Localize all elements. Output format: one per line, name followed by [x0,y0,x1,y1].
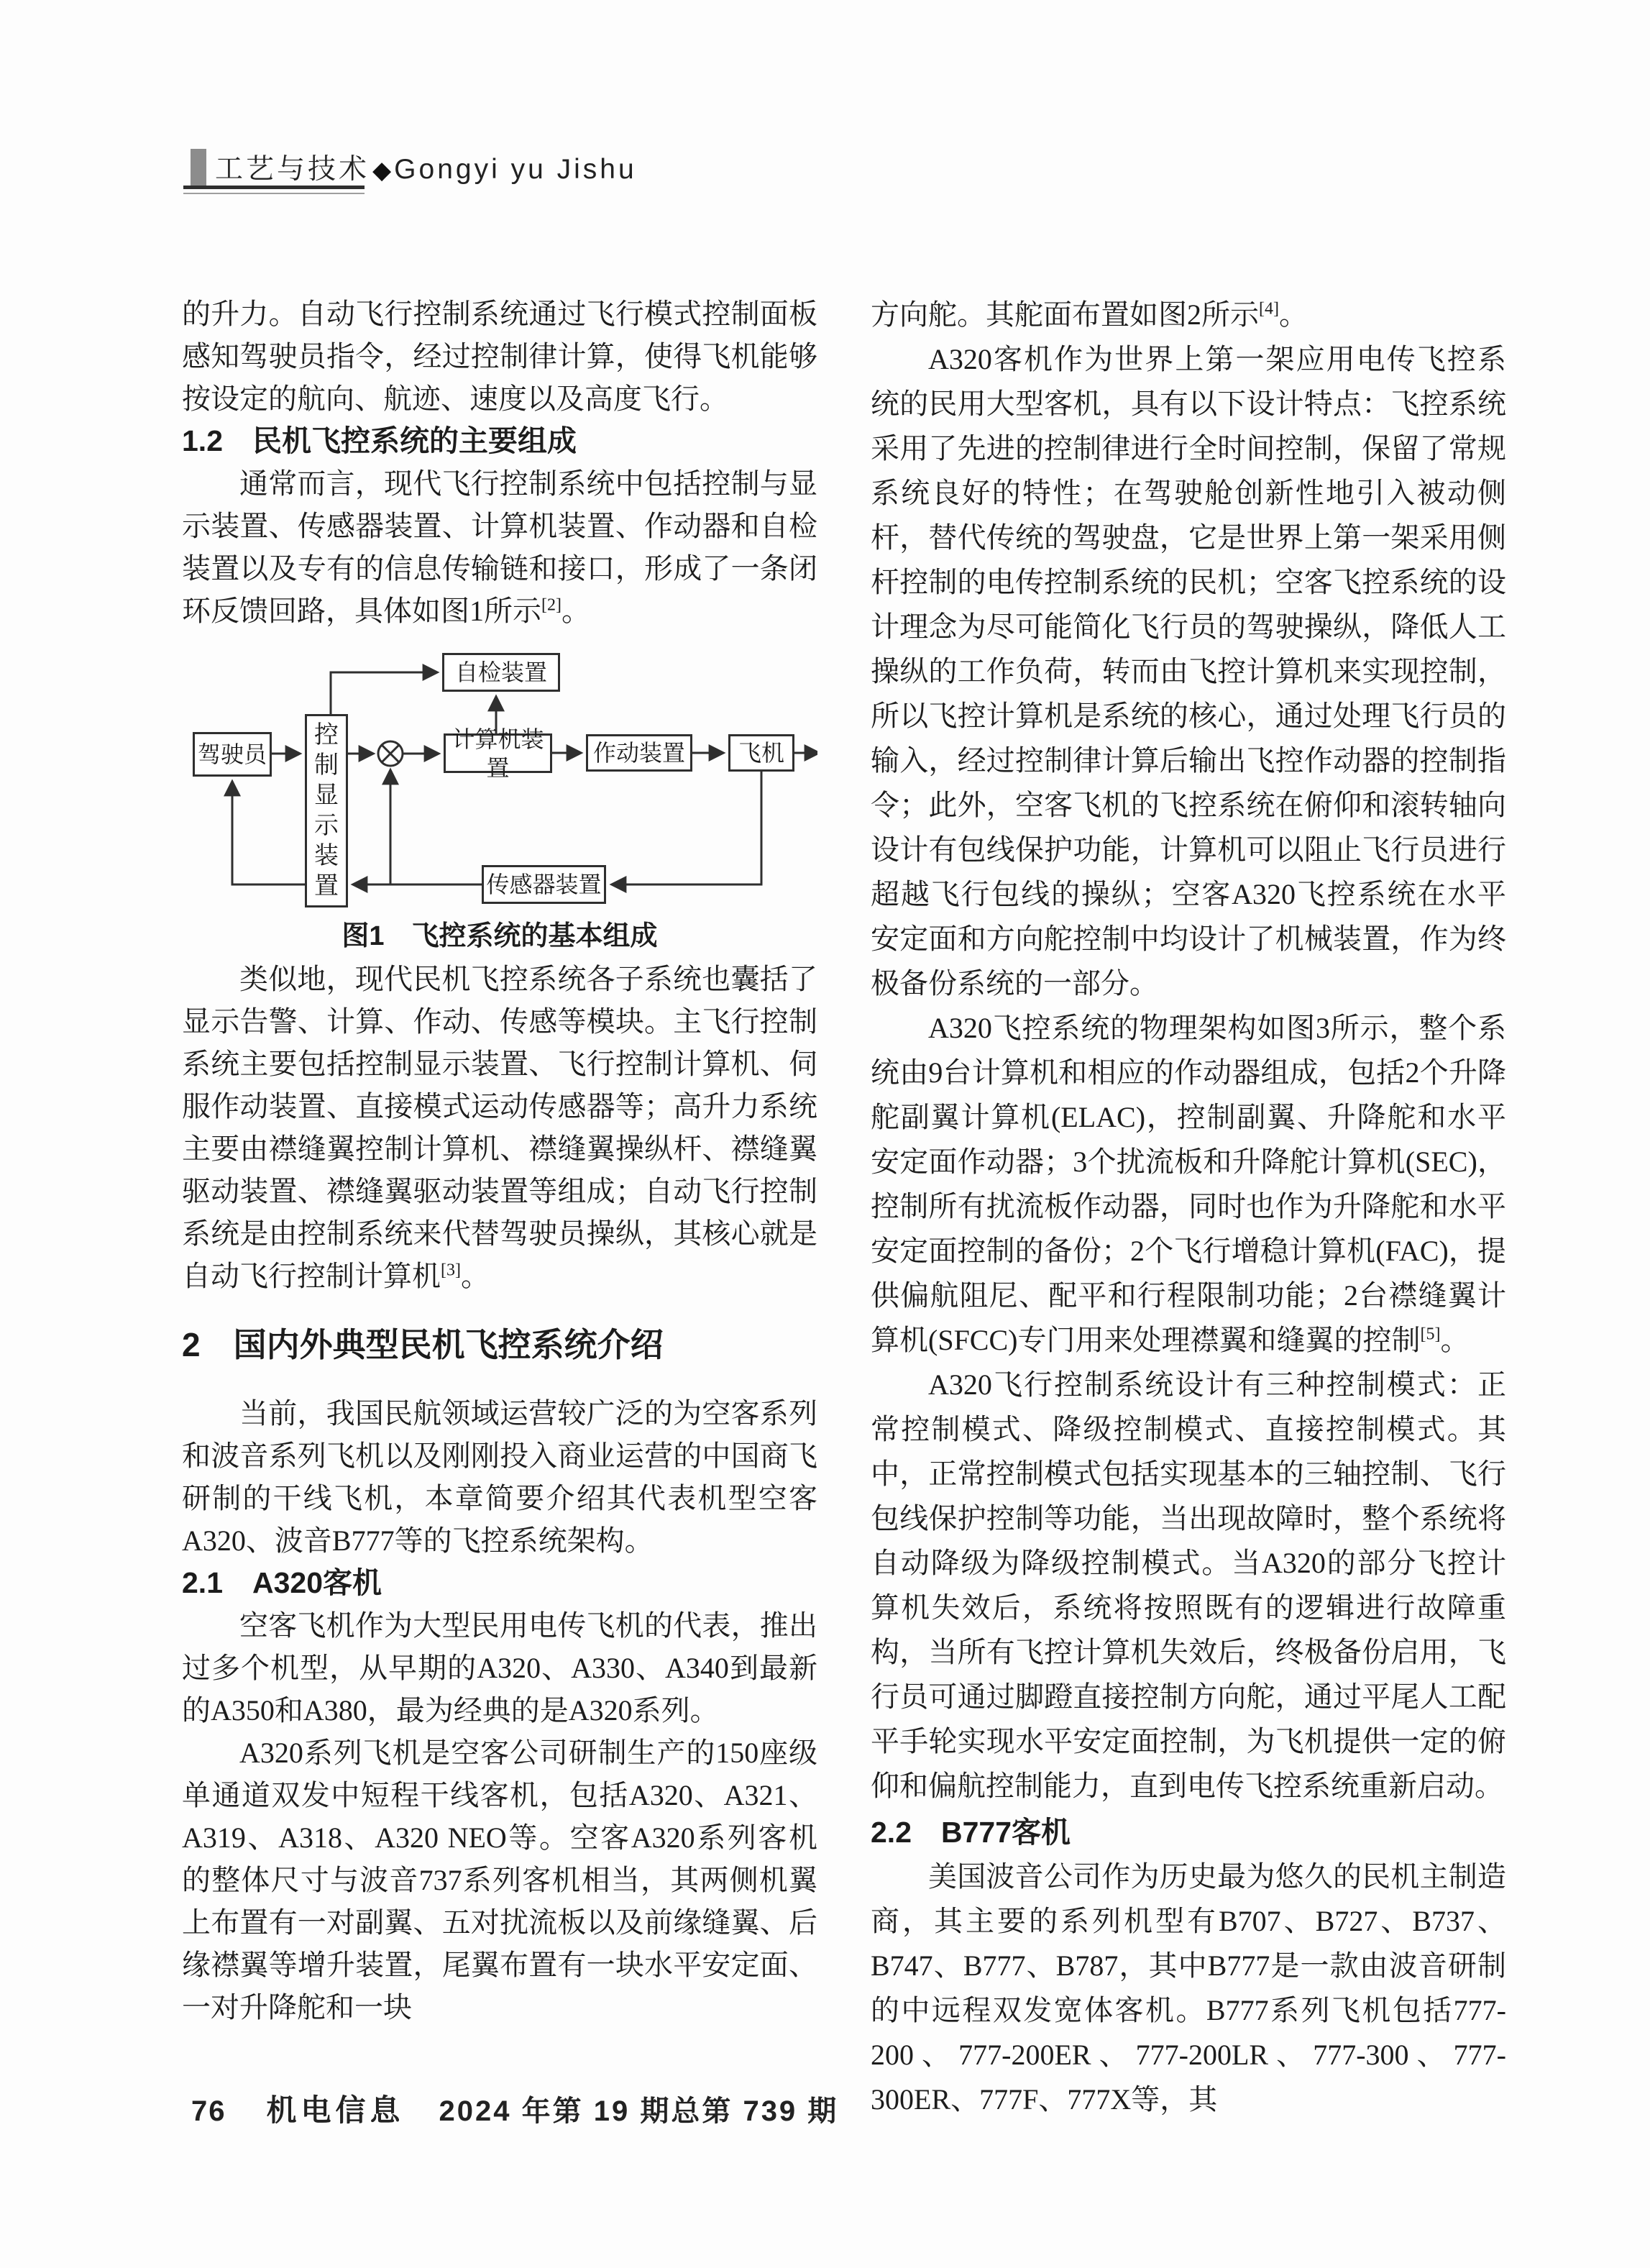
header-rule-thin [183,193,365,194]
paragraph: 类似地，现代民机飞控系统各子系统也囊括了显示告警、计算、作动、传感等模块。主飞行控制系统主要包括控制显示装置、飞行控制计算机、伺服作动装置、直接模式运动传感器等；高升力系统主要由襟缝翼控制计算机、襟缝翼操纵杆、襟缝翼驱动装置、襟缝翼驱动装置等组成；自动飞行控制系统是由控制系统来代替驾驶员操纵，其核心就是自动飞行控制计算机[3]。 [182,963,817,1292]
journal-name: 机电信息 [266,2093,405,2127]
header-section-label: 工艺与技术 [215,154,370,185]
paragraph: A320飞行控制系统设计有三种控制模式：正常控制模式、降级控制模式、直接控制模式。其中，正常控制模式包括实现基本的三轴控制、飞行包线保护控制等功能，当出现故障时，整个系统将自动降级为降级控制模式。当A320的部分飞控计算机失效后，系统将按照既有的逻辑进行故障重构，当所有飞控计算机失效后，终极备份启用，飞行员可通过脚蹬直接控制方向舵，通过平尾人工配平手轮实现水平安定面控制，为飞机提供一定的俯仰和偏航控制能力，直到电传飞控系统重新启动。 [871,1368,1506,1802]
figure-box-aircraft: 飞机 [728,734,794,772]
header-rule-thick [183,186,365,189]
page-header [215,147,637,187]
figure-caption: 图1 飞控系统的基本组成 [342,921,658,951]
header-section-pinyin: Gongyi yu Jishu [394,154,637,185]
figure-box-control-display: 控制显示装置 [305,714,348,907]
section-heading: 2.1 A320客机 [182,1566,382,1599]
section-heading: 1.2 民机飞控系统的主要组成 [182,424,577,457]
figure-box-computer: 计算机装置 [444,733,552,773]
figure-box-sensor: 传感器装置 [482,865,606,904]
paragraph: A320客机作为世界上第一架应用电传飞控系统的民用大型客机，具有以下设计特点：飞控系统采用了先进的控制律进行全时间控制，保留了常规系统良好的特性；在驾驶舱创新性地引入被动侧杆，替代传统的驾驶盘，它是世界上第一架采用侧杆控制的电传控制系统的民机；空客飞控系统的设计理念为尽可能简化飞行员的驾驶操纵，降低人工操纵的工作负荷，转而由飞控计算机来实现控制，所以飞控计算机是系统的核心，通过处理飞行员的输入，经过控制律计算后输出飞控作动器的控制指令；此外，空客飞机的飞控系统在俯仰和滚转轴向设计有包线保护功能，计算机可以阻止飞行员进行超越飞行包线的操纵；空客A320飞控系统在水平安定面和方向舵控制中均设计了机械装置，作为终极备份系统的一部分。 [871,343,1506,1000]
diamond-icon: ◆ [372,157,392,184]
section-heading: 2.2 B777客机 [871,1816,1071,1849]
right-column [871,277,1506,2122]
figure-box-self-check: 自检装置 [442,653,560,692]
section-heading: 2 国内外典型民机飞控系统介绍 [182,1326,664,1363]
paragraph: 方向舵。其舵面布置如图2所示[4]。 [871,298,1308,331]
figure-box-actuator: 作动装置 [586,734,692,772]
page-number: 76 [191,2095,226,2127]
paragraph: A320系列飞机是空客公司研制生产的150座级单通道双发中短程干线客机，包括A320、A321、A319、A318、A320 NEO等。空客A320系列客机的整体尺寸与波音737系列客机相当，其两侧机翼上布置有一对副翼、五对扰流板以及前缘缝翼、后缘襟翼等增升装置，尾翼布置有一块水平安定面、一对升降舵和一块 [182,1737,817,2024]
paragraph: 通常而言，现代飞行控制系统中包括控制与显示装置、传感器装置、计算机装置、作动器和自检装置以及专有的信息传输链和接口，形成了一条闭环反馈回路，具体如图1所示[2]。 [182,467,817,627]
header-bar [191,149,206,187]
paragraph: 的升力。自动飞行控制系统通过飞行模式控制面板感知驾驶员指令，经过控制律计算，使得飞机能够按设定的航向、航迹、速度以及高度飞行。 [182,298,817,415]
paragraph: 当前，我国民航领域运营较广泛的为空客系列和波音系列飞机以及刚刚投入商业运营的中国商飞研制的干线飞机，本章简要介绍其代表机型空客A320、波音B777等的飞控系统架构。 [182,1397,817,1557]
issue-info: 2024 年第 19 期总第 739 期 [439,2095,839,2127]
figure-box-pilot: 驾驶员 [193,732,272,777]
paragraph: 美国波音公司作为历史最为悠久的民机主制造商，其主要的系列机型有B707、B727、B737、B747、B777、B787，其中B777是一款由波音研制的中远程双发宽体客机。B777系列飞机包括777-200、777-200ER、777-200LR、777-300、777-300ER、777F、777X等，其 [871,1860,1506,2116]
paragraph: 空客飞机作为大型民用电传飞机的代表，推出过多个机型，从早期的A320、A330、A340到最新的A350和A380，最为经典的是A320系列。 [182,1609,817,1727]
figure-flight-control-diagram [182,644,817,915]
page-footer [191,2087,838,2130]
paragraph: A320飞控系统的物理架构如图3所示，整个系统由9台计算机和相应的作动器组成，包括2个升降舵副翼计算机(ELAC)，控制副翼、升降舵和水平安定面作动器；3个扰流板和升降舵计算机(SEC)，控制所有扰流板作动器，同时也作为升降舵和水平安定面控制的备份；2个飞行增稳计算机(FAC)，提供偏航阻尼、配平和行程限制功能；2台襟缝翼计算机(SFCC)专门用来处理襟翼和缝翼的控制[5]。 [871,1012,1506,1356]
left-column [182,277,817,2029]
